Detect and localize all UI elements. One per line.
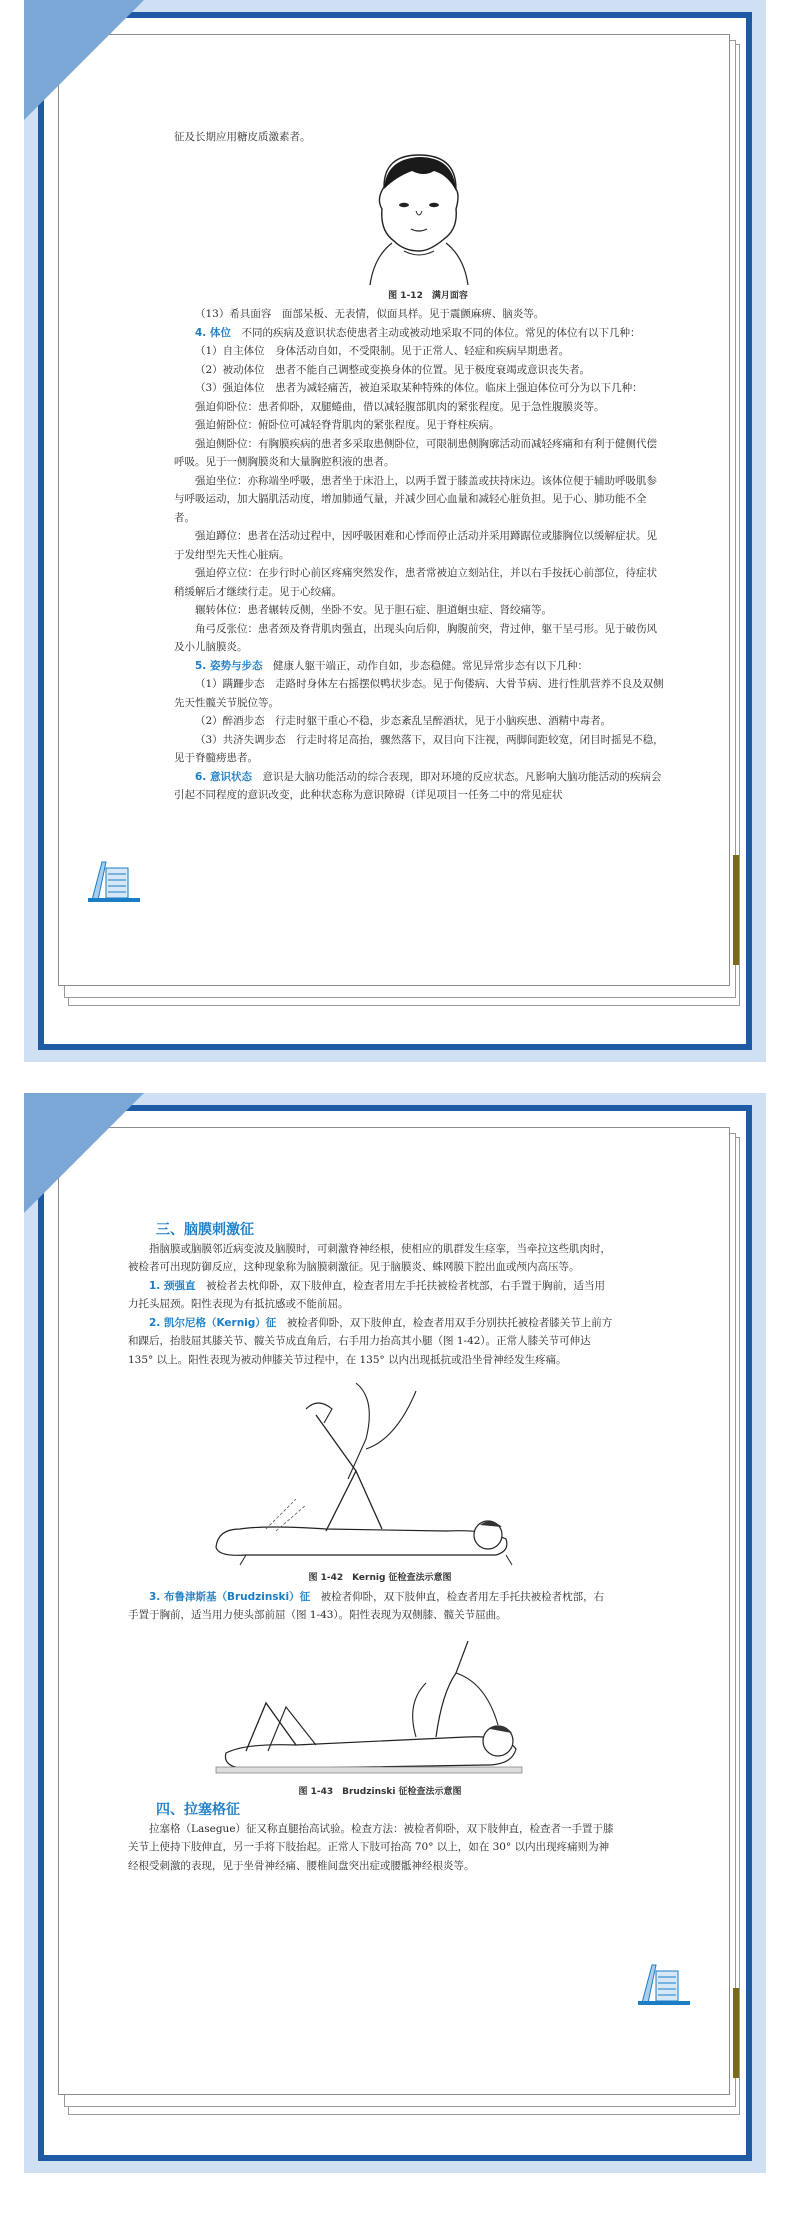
subsection-heading: 1. 颈强直 — [149, 1279, 196, 1292]
paragraph: （13）希具面容 面部呆板、无表情，似面具样。见于震颤麻痹、脑炎等。 — [195, 308, 545, 320]
paragraph: 强迫坐位：亦称端坐呼吸，患者坐于床沿上，以两手置于膝盖或扶持床边。该体位便于辅助呼吸肌参与呼吸运动，加大膈肌活动度，增加肺通气量，并减少回心血量和减轻心脏负担。见于心、肺功能不全者。 — [174, 474, 657, 524]
section-heading: 四、拉塞格征 — [156, 1802, 240, 1818]
kernig-sign-illustration — [206, 1379, 536, 1569]
page-edge — [733, 855, 739, 965]
book-stack-icon — [636, 1961, 692, 2007]
moon-face-illustration — [364, 147, 474, 287]
paragraph: 强迫蹲位：患者在活动过程中，因呼吸困难和心悸而停止活动并采用蹲踞位或膝胸位以缓解症状。见于发绀型先天性心脏病。 — [174, 530, 657, 561]
paragraph: 征及长期应用糖皮质激素者。 — [174, 131, 311, 143]
brudzinski-sign-illustration — [206, 1633, 536, 1783]
paragraph: 强迫侧卧位：有胸膜疾病的患者多采取患侧卧位，可限制患侧胸廓活动而减轻疼痛和有利于健侧代偿呼吸。见于一侧胸膜炎和大量胸腔积液的患者。 — [174, 437, 657, 468]
paragraph-text: 不同的疾病及意识状态使患者主动或被动地采取不同的体位。常见的体位有以下几种： — [241, 326, 641, 339]
paragraph — [174, 768, 664, 805]
paragraph-text: 被检者仰卧，双下肢伸直，检查者用左手托扶被检者枕部，右手置于胸前，适当用力使头部前屈（图 1-43）。阳性表现为双侧膝、髋关节屈曲。 — [128, 1590, 605, 1621]
paragraph-text: 健康人躯干端正，动作自如，步态稳健。常见异常步态有以下几种： — [272, 659, 588, 672]
paragraph: （3）强迫体位 患者为减轻痛苦，被迫采取某种特殊的体位。临床上强迫体位可分为以下几种： — [195, 382, 643, 394]
corner-decoration — [24, 0, 144, 120]
paragraph-text: 意识是大脑功能活动的综合表现，即对环境的反应状态。凡影响大脑功能活动的疾病会引起不同程度的意识改变，此种状态称为意识障碍（详见项目一任务二中的常见症状 — [174, 770, 662, 801]
paragraph-text: 被检者去枕仰卧，双下肢伸直，检查者用左手托扶被检者枕部，右手置于胸前，适当用力托头屈颈。阳性表现为有抵抗感或不能前屈。 — [128, 1279, 605, 1310]
paragraph: （3）共济失调步态 行走时将足高抬，骤然落下，双目向下注视，两脚间距较宽，闭目时摇晃不稳，见于脊髓痨患者。 — [174, 733, 664, 764]
book-stack-icon — [86, 858, 142, 904]
paragraph: 强迫停立位：在步行时心前区疼痛突然发作，患者常被迫立刻站住，并以右手按抚心前部位，待症状稍缓解后才继续行走。见于心绞痛。 — [174, 567, 657, 598]
subsection-heading: 3. 布鲁津斯基（Brudzinski）征 — [149, 1590, 311, 1603]
page-edge — [733, 1988, 739, 2078]
section-heading: 4. 体位 — [195, 326, 231, 339]
paragraph: 拉塞格（Lasegue）征又称直腿抬高试验。检查方法：被检者仰卧，双下肢伸直，检查者一手置于膝关节上使持下肢伸直，另一手将下肢抬起。正常人下肢可抬高 70° 以上，如在 30° 以内出现疼痛则为神经根受刺激的表现，见于坐骨神经痛、腰椎间盘突出症或腰骶神经根炎等。 — [128, 1822, 614, 1872]
page-1-body — [174, 128, 664, 805]
section-heading: 6. 意识状态 — [195, 770, 252, 783]
paragraph — [128, 1588, 614, 1625]
corner-decoration — [24, 1093, 144, 1213]
section-heading: 三、脑膜刺激征 — [156, 1222, 254, 1238]
paragraph: （2）被动体位 患者不能自己调整或变换身体的位置。见于极度衰竭或意识丧失者。 — [195, 363, 591, 376]
paragraph: 强迫仰卧位：患者仰卧，双腿蜷曲，借以减轻腹部肌肉的紧张程度。见于急性腹膜炎等。 — [195, 400, 605, 413]
paragraph: （1）蹒跚步态 走路时身体左右摇摆似鸭状步态。见于佝偻病、大骨节病、进行性肌营养不良及双侧先天性髋关节脱位等。 — [174, 678, 664, 709]
paragraph: 指脑膜或脑膜邻近病变波及脑膜时，可刺激脊神经根，使相应的肌群发生痉挛，当牵拉这些肌肉时，被检者可出现防御反应，这种现象称为脑膜刺激征。见于脑膜炎、蛛网膜下腔出血或颅内高压等。 — [128, 1242, 611, 1273]
paragraph: （2）醉酒步态 行走时躯干重心不稳，步态紊乱呈醉酒状，见于小脑疾患、酒精中毒者。 — [195, 715, 612, 727]
paragraph: 强迫俯卧位：俯卧位可减轻脊背肌肉的紧张程度。见于脊柱疾病。 — [195, 419, 500, 431]
figure-caption: 图 1-42 Kernig 征检查法示意图 — [308, 1573, 452, 1583]
paragraph — [128, 1277, 614, 1314]
paragraph-text: 被检者仰卧，双下肢伸直，检查者用双手分别扶托被检者膝关节上前方和踝后，抬肢屈其膝关节、髋关节成直角后，右手用力抬高其小腿（图 1-42）。正常人膝关节可伸达 135° 以上。阳性表现为被动伸膝关节过程中，在 135° 以内出现抵抗或沿坐骨神经发生疼痛。 — [128, 1316, 613, 1366]
page-spread-2 — [24, 1093, 766, 2173]
section-heading: 5. 姿势与步态 — [195, 659, 263, 672]
paragraph — [174, 657, 664, 676]
paragraph: （1）自主体位 身体活动自如，不受限制。见于正常人、轻症和疾病早期患者。 — [195, 345, 570, 357]
subsection-heading: 2. 凯尔尼格（Kernig）征 — [149, 1316, 277, 1329]
figure-caption: 图 1-12 满月面容 — [388, 290, 468, 301]
page-spread-1 — [24, 0, 766, 1062]
paragraph — [128, 1314, 614, 1370]
figure-caption: 图 1-43 Brudzinski 征检查法示意图 — [298, 1786, 462, 1797]
page-2-body — [128, 1221, 614, 1875]
paragraph — [174, 324, 664, 343]
paragraph: 角弓反张位：患者颈及脊背肌肉强直，出现头向后仰，胸腹前突，背过伸，躯干呈弓形。见于破伤风及小儿脑膜炎。 — [174, 622, 657, 653]
paragraph: 辗转体位：患者辗转反侧，坐卧不安。见于胆石症、胆道蛔虫症、肾绞痛等。 — [195, 604, 552, 616]
